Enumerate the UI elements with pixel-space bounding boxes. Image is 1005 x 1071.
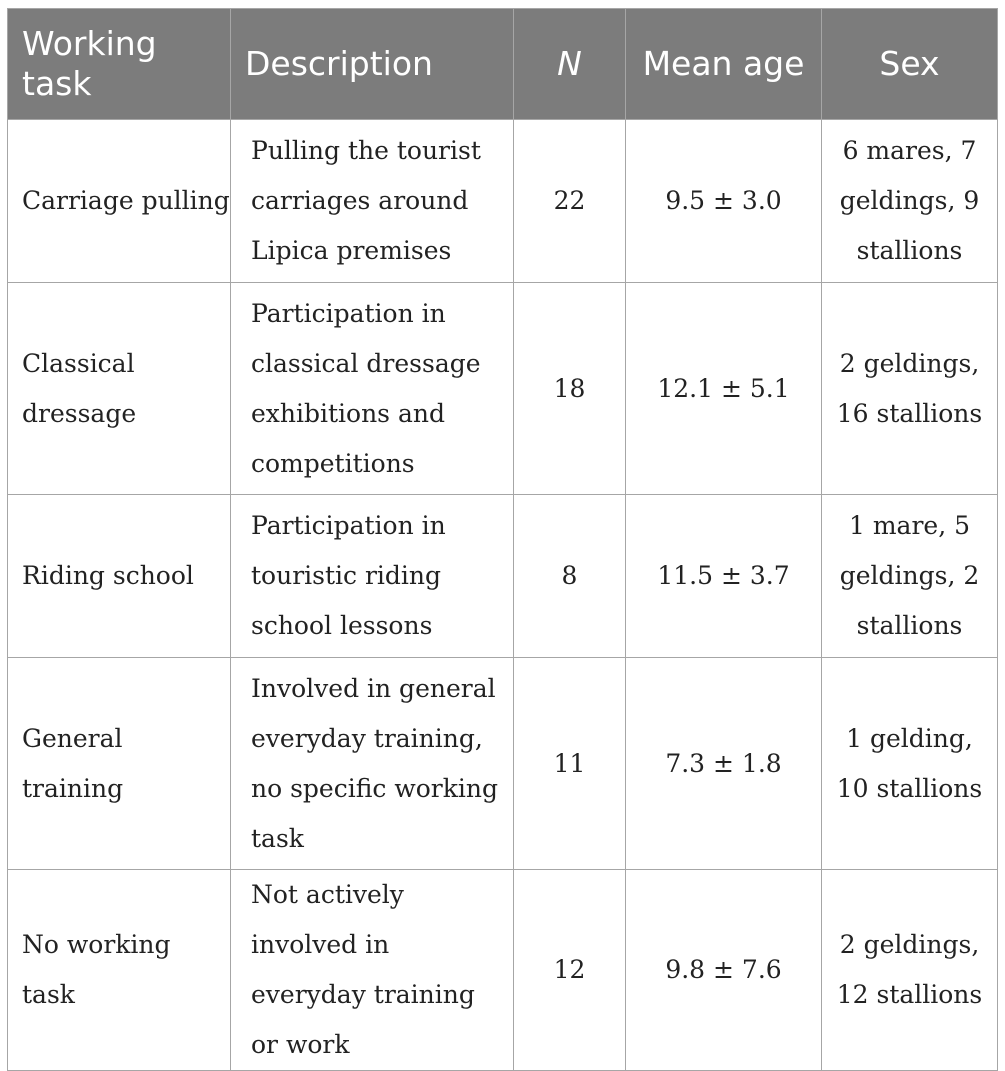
cell-description: Involved in general everyday training, no specific working task <box>231 658 514 870</box>
cell-sex: 1 gelding, 10 stallions <box>822 658 998 870</box>
cell-n: 18 <box>514 283 626 495</box>
cell-mean-age: 9.8 ± 7.6 <box>626 870 822 1071</box>
table-row <box>8 495 998 658</box>
cell-n: 8 <box>514 495 626 658</box>
cell-n: 12 <box>514 870 626 1071</box>
cell-task: Riding school <box>8 495 231 658</box>
cell-mean-age: 11.5 ± 3.7 <box>626 495 822 658</box>
cell-description: Participation in classical dressage exhibitions and competitions <box>231 283 514 495</box>
header-n: N <box>514 9 626 120</box>
cell-description: Participation in touristic riding school lessons <box>231 495 514 658</box>
header-working-task: Working task <box>8 9 231 120</box>
cell-sex: 2 geldings, 12 stallions <box>822 870 998 1071</box>
table-row <box>8 120 998 283</box>
cell-task: Carriage pulling <box>8 120 231 283</box>
cell-sex: 2 geldings, 16 stallions <box>822 283 998 495</box>
cell-task: Classical dressage <box>8 283 231 495</box>
header-mean-age: Mean age <box>626 9 822 120</box>
data-table <box>7 8 998 1071</box>
header-row <box>8 9 998 120</box>
table-row <box>8 870 998 1071</box>
cell-mean-age: 7.3 ± 1.8 <box>626 658 822 870</box>
header-sex: Sex <box>822 9 998 120</box>
table-row <box>8 658 998 870</box>
cell-mean-age: 12.1 ± 5.1 <box>626 283 822 495</box>
cell-task: General training <box>8 658 231 870</box>
cell-description: Not actively involved in everyday training or work <box>231 870 514 1071</box>
cell-sex: 1 mare, 5 geldings, 2 stallions <box>822 495 998 658</box>
cell-n: 11 <box>514 658 626 870</box>
header-description: Description <box>231 9 514 120</box>
cell-sex: 6 mares, 7 geldings, 9 stallions <box>822 120 998 283</box>
cell-mean-age: 9.5 ± 3.0 <box>626 120 822 283</box>
cell-task: No working task <box>8 870 231 1071</box>
table-row <box>8 283 998 495</box>
cell-description: Pulling the tourist carriages around Lipica premises <box>231 120 514 283</box>
cell-n: 22 <box>514 120 626 283</box>
